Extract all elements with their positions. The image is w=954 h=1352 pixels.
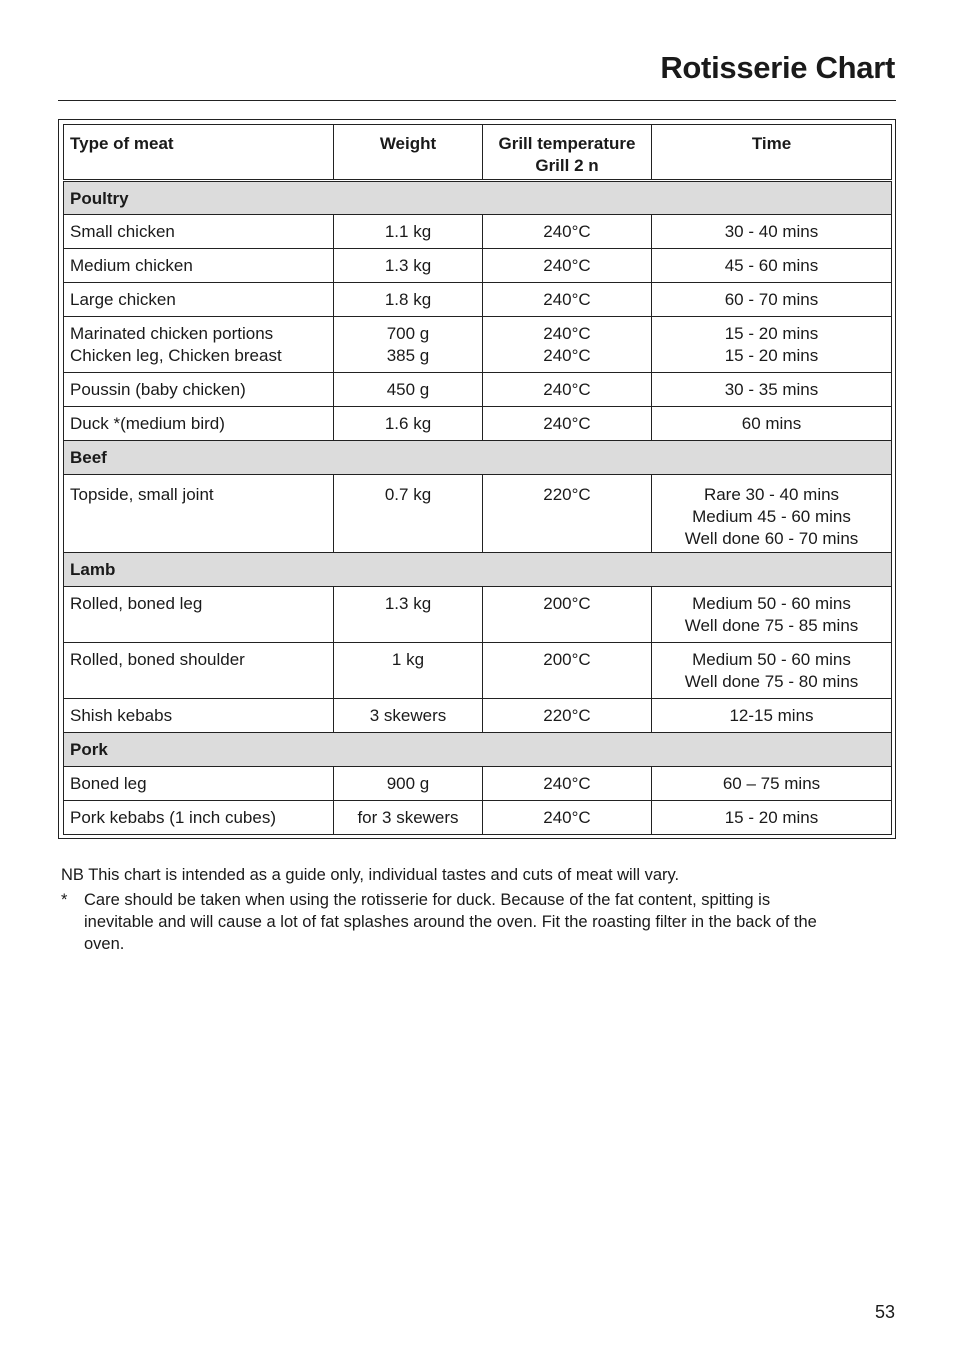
cell-weight: 1.3 kg	[334, 249, 483, 283]
cell-time: 60 mins	[652, 407, 892, 441]
cell-line: 15 - 20 mins	[724, 346, 819, 365]
cell-weight: 1.6 kg	[334, 407, 483, 441]
footnote-marker: *	[61, 891, 68, 909]
cell-line: 385 g	[386, 346, 430, 365]
table-row	[64, 317, 892, 373]
section-row-beef	[64, 441, 892, 475]
table-row	[64, 283, 892, 317]
cell-time: 45 - 60 mins	[652, 249, 892, 283]
cell-line: Well done 75 - 80 mins	[684, 672, 859, 691]
header-temp-line2: Grill 2 n	[535, 156, 599, 175]
cell-time: 30 - 40 mins	[652, 215, 892, 249]
section-label: Beef	[64, 441, 892, 475]
header-temperature	[483, 125, 652, 181]
cell-line: 15 - 20 mins	[724, 324, 819, 343]
rotisserie-table	[63, 124, 892, 835]
cell-line: Medium 50 - 60 mins	[692, 594, 851, 613]
table-header-row	[64, 125, 892, 181]
table-row	[64, 475, 892, 553]
chart-notes	[61, 864, 821, 955]
section-label: Poultry	[64, 181, 892, 215]
cell-time: 15 - 20 mins	[652, 801, 892, 835]
header-time: Time	[652, 125, 892, 181]
table-row	[64, 767, 892, 801]
table-row	[64, 643, 892, 699]
cell-time	[652, 587, 892, 643]
cell-weight: 900 g	[334, 767, 483, 801]
cell-temp: 220°C	[483, 475, 652, 553]
note-duck	[61, 889, 821, 955]
cell-weight: for 3 skewers	[334, 801, 483, 835]
table-row	[64, 249, 892, 283]
cell-line: Well done 75 - 85 mins	[684, 616, 859, 635]
cell-weight: 1 kg	[334, 643, 483, 699]
header-type: Type of meat	[64, 125, 334, 181]
cell-line: Chicken leg, Chicken breast	[70, 346, 282, 365]
cell-meat: Shish kebabs	[64, 699, 334, 733]
cell-meat: Boned leg	[64, 767, 334, 801]
section-label: Pork	[64, 733, 892, 767]
header-temp-line1: Grill temperature	[498, 134, 636, 153]
cell-line: 240°C	[543, 324, 591, 343]
table-row	[64, 587, 892, 643]
cell-temp: 200°C	[483, 643, 652, 699]
cell-line: Medium 50 - 60 mins	[692, 650, 851, 669]
cell-time: 60 - 70 mins	[652, 283, 892, 317]
cell-line: Well done 60 - 70 mins	[684, 529, 859, 548]
table-row	[64, 407, 892, 441]
cell-meat: Rolled, boned shoulder	[64, 643, 334, 699]
cell-meat: Pork kebabs (1 inch cubes)	[64, 801, 334, 835]
cell-line: Rare 30 - 40 mins	[703, 485, 840, 504]
cell-temp	[483, 317, 652, 373]
table-row	[64, 215, 892, 249]
table-row	[64, 801, 892, 835]
section-row-pork	[64, 733, 892, 767]
cell-temp: 200°C	[483, 587, 652, 643]
note-duck-text: Care should be taken when using the rotisserie for duck. Because of the fat content, spitting is inevitable and will cause a lot of fat splashes around the oven. Fit the roasting filter in the back of the oven.	[84, 891, 817, 953]
cell-weight: 3 skewers	[334, 699, 483, 733]
cell-temp: 240°C	[483, 373, 652, 407]
cell-weight: 0.7 kg	[334, 475, 483, 553]
cell-temp: 220°C	[483, 699, 652, 733]
table-row	[64, 699, 892, 733]
cell-time: 12-15 mins	[652, 699, 892, 733]
cell-time: 60 – 75 mins	[652, 767, 892, 801]
cell-meat: Large chicken	[64, 283, 334, 317]
page-title: Rotisserie Chart	[660, 50, 895, 85]
note-nb: NB This chart is intended as a guide only, individual tastes and cuts of meat will vary.	[61, 866, 680, 884]
cell-line: 240°C	[543, 346, 591, 365]
cell-temp: 240°C	[483, 767, 652, 801]
cell-weight: 1.1 kg	[334, 215, 483, 249]
rotisserie-table-frame	[58, 119, 896, 839]
section-row-poultry	[64, 181, 892, 215]
cell-meat: Rolled, boned leg	[64, 587, 334, 643]
cell-time	[652, 643, 892, 699]
cell-weight: 1.3 kg	[334, 587, 483, 643]
section-row-lamb	[64, 553, 892, 587]
cell-line: 700 g	[386, 324, 430, 343]
table-row	[64, 373, 892, 407]
cell-meat: Small chicken	[64, 215, 334, 249]
cell-temp: 240°C	[483, 215, 652, 249]
cell-meat	[64, 317, 334, 373]
cell-meat: Topside, small joint	[64, 475, 334, 553]
cell-weight: 1.8 kg	[334, 283, 483, 317]
cell-time	[652, 317, 892, 373]
cell-temp: 240°C	[483, 407, 652, 441]
cell-temp: 240°C	[483, 801, 652, 835]
title-divider	[58, 100, 896, 101]
section-label: Lamb	[64, 553, 892, 587]
cell-meat: Poussin (baby chicken)	[64, 373, 334, 407]
cell-weight	[334, 317, 483, 373]
header-weight: Weight	[334, 125, 483, 181]
cell-temp: 240°C	[483, 249, 652, 283]
cell-time: 30 - 35 mins	[652, 373, 892, 407]
cell-meat: Medium chicken	[64, 249, 334, 283]
page-number: 53	[874, 1302, 895, 1322]
cell-weight: 450 g	[334, 373, 483, 407]
cell-temp: 240°C	[483, 283, 652, 317]
cell-line: Medium 45 - 60 mins	[692, 507, 851, 526]
cell-meat: Duck *(medium bird)	[64, 407, 334, 441]
cell-line: Marinated chicken portions	[70, 324, 274, 343]
cell-time	[652, 475, 892, 553]
